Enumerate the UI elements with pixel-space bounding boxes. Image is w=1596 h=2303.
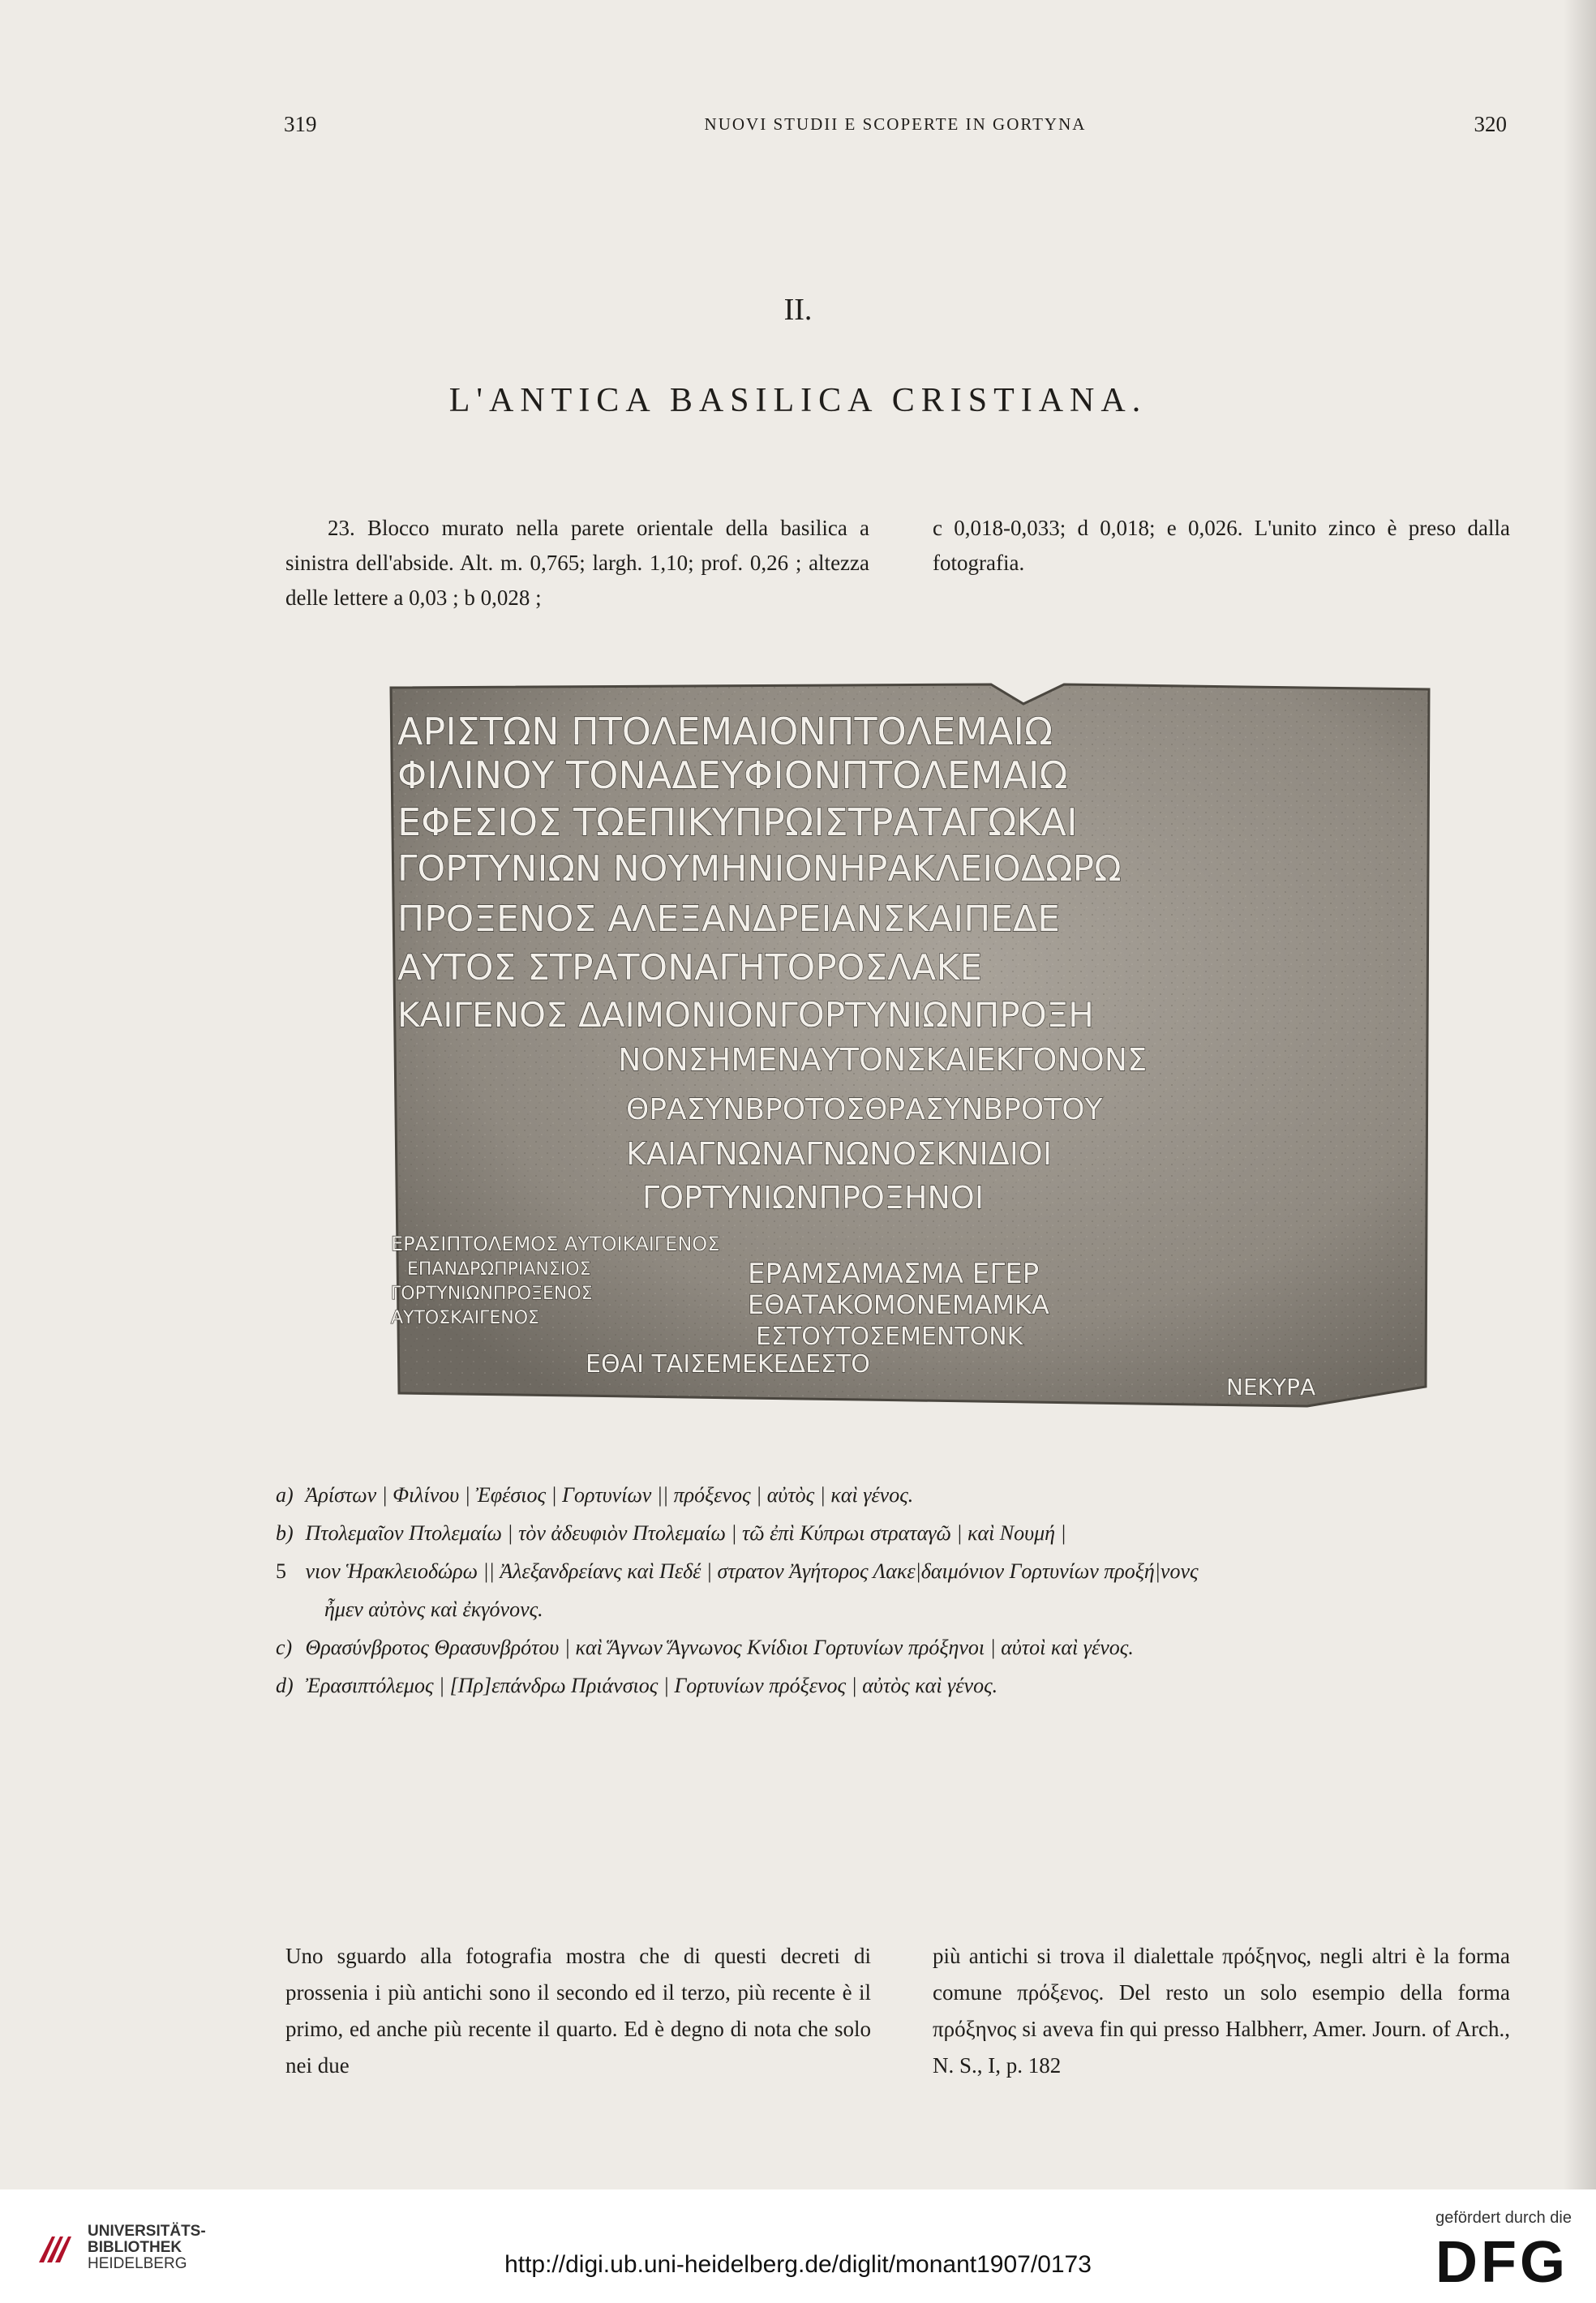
line-label: c) (276, 1636, 293, 1659)
line-number: 5 (276, 1559, 286, 1583)
page-header (284, 112, 1507, 144)
inscription-line: ΕΦΕΣΙΟΣ ΤΩΕΠΙΚΥΠΡΩΙΣΤΡΑΤΑΓΩΚΑΙ (397, 800, 1078, 844)
body-right-text: più antichi si trova il dialettale πρόξηνος, negli altri è la forma comune πρόξενος. Del resto un solo esempio della forma πρόξηνος si aveva fin qui presso Halbherr, Amer. Journ. of Arch., N. S., I, p. 182 (933, 1944, 1510, 2078)
inscription-line: ΘΡΑΣΥΝΒΡΟΤΟΣΘΡΑΣΥΝΒΡΟΤΟΥ (626, 1093, 1103, 1126)
inscription-line: ΑΡΙΣΤΩΝ ΠΤΟΛΕΜΑΙΟΝΠΤΟΛΕΜΑΙΩ (397, 710, 1053, 753)
source-url-link[interactable]: http://digi.ub.uni-heidelberg.de/diglit/monant1907/0173 (504, 2251, 1092, 2278)
digitization-footer (0, 2189, 1596, 2303)
line-label: d) (276, 1674, 294, 1697)
library-name-line: HEIDELBERG (88, 2255, 187, 2272)
caption-right-column (933, 511, 1510, 581)
transliteration-line (276, 1476, 1517, 1514)
inscription-line: ΓΟΡΤΥΝΙΩΝ ΝΟΥΜΗΝΙΟΝΗΡΑΚΛΕΙΟΔΩΡΩ (397, 848, 1122, 890)
line-label: a) (276, 1483, 294, 1507)
inscription-line: ΓΟΡΤΥΝΙΩΝΠΡΟΞΗΝΟΙ (642, 1180, 985, 1216)
inscription-line: ΓΟΡΤΥΝΙΩΝΠΡΟΞΕΝΟΣ (391, 1284, 593, 1304)
inscription-line: ΝΟΝΣΗΜΕΝΑΥΤΟΝΣΚΑΙΕΚΓΟΝΟΝΣ (618, 1042, 1148, 1078)
body-left-text: Uno sguardo alla fotografia mostra che di questi decreti di prossenia i più antichi sono il secondo ed il terzo, più recente è il primo, ed anche più recente il quarto. Ed è degno di nota che solo nei due (285, 1944, 871, 2078)
line-text: Ἀρίστων | Φιλίνου | Ἐφέσιος | Γορτυνίων || πρόξενος | αὐτὸς | καὶ γένος. (305, 1483, 914, 1507)
page-number-right: 320 (1474, 112, 1507, 136)
transliteration-block (276, 1476, 1517, 1705)
body-left-column (285, 1938, 871, 2084)
caption-left-text: 23. Blocco murato nella parete orientale della basilica a sinistra dell'abside. Alt. m. 0,765; largh. 1,10; prof. 0,26 ; altezza delle lettere a 0,03 ; b 0,028 ; (285, 516, 869, 610)
inscription-line: ΕΡΑΣΙΠΤΟΛΕΜΟΣ ΑΥΤΟΙΚΑΙΓΕΝΟΣ (391, 1233, 720, 1255)
line-text: Πτολεμαῖον Πτολεμαίω | τὸν ἀδευφιὸν Πτολεμαίω | τῶ ἐπὶ Κύπρωι στραταγῶ | καὶ Νουμή | (305, 1521, 1066, 1545)
section-title: L'ANTICA BASILICA CRISTIANA. (448, 382, 1148, 419)
transliteration-line (276, 1552, 1517, 1590)
inscription-line: ΕΣΤΟΥΤΟΣΕΜΕΝΤΟΝΚ (756, 1323, 1023, 1351)
page-number-left: 319 (284, 112, 317, 136)
inscription-line: ΚΑΙΓΕΝΟΣ ΔΑΙΜΟΝΙΟΝΓΟΡΤΥΝΙΩΝΠΡΟΞΗ (397, 995, 1094, 1035)
inscription-line: ΕΡΑΜΣΑΜΑΣΜΑ ΕΓΕΡ (748, 1258, 1040, 1290)
line-text: νιον Ἡρακλειοδώρω || Ἀλεξανδρείανς καὶ Πεδέ | στρατον Ἀγήτορος Λακε|δαιμόνιον Γορτυνίων προξή|νονς (305, 1559, 1199, 1583)
line-label: b) (276, 1521, 294, 1545)
inscription-line: ΕΘΑΤΑΚΟΜΟΝΕΜΑΜΚΑ (748, 1289, 1049, 1320)
running-title: NUOVI STUDII E SCOPERTE IN GORTYNA (704, 114, 1087, 134)
caption-right-text: c 0,018-0,033; d 0,018; e 0,026. L'unito zinco è preso dalla fotografia. (933, 516, 1510, 575)
body-right-column (933, 1938, 1510, 2084)
dfg-logo: DFG (1435, 2230, 1568, 2295)
inscription-line: ΠΡΟΞΕΝΟΣ ΑΛΕΞΑΝΔΡΕΙΑΝΣΚΑΙΠΕΔΕ (397, 898, 1060, 940)
inscription-line: ΚΑΙΑΓΝΩΝΑΓΝΩΝΟΣΚΝΙΔΙΟΙ (626, 1136, 1053, 1172)
line-text: ἦμεν αὐτὸνς καὶ ἐκγόνονς. (324, 1598, 543, 1621)
funding-note: gefördert durch die (1435, 2209, 1572, 2227)
library-name-line: UNIVERSITÄTS- (88, 2223, 206, 2240)
inscription-line: ΝΕΚΥΡΑ (1226, 1374, 1316, 1400)
inscription-line: ΕΠΑΝΔΡΩΠΡΙΑΝΣΙΟΣ (407, 1259, 591, 1280)
library-name-line: BIBLIOTHEK (88, 2239, 182, 2256)
transliteration-line (276, 1514, 1517, 1552)
inscription-line: ΦΙΛΙΝΟΥ ΤΟΝΑΔΕΥΦΙΟΝΠΤΟΛΕΜΑΙΩ (397, 753, 1068, 797)
caption-left-column (285, 511, 869, 615)
transliteration-line (276, 1628, 1517, 1666)
inscription-stone (375, 673, 1435, 1411)
section-number: II. (783, 293, 813, 327)
inscription-photo (375, 673, 1435, 1411)
line-text: Ἐρασιπτόλεμος | [Πρ]επάνδρω Πριάνσιος | Γορτυνίων πρόξενος | αὐτὸς καὶ γένος. (305, 1674, 998, 1697)
inscription-line: ΑΥΤΟΣΚΑΙΓΕΝΟΣ (391, 1308, 539, 1328)
inscription-line: ΑΥΤΟΣ ΣΤΡΑΤΟΝΑΓΗΤΟΡΟΣΛΑΚΕ (397, 947, 983, 989)
transliteration-line (276, 1590, 1517, 1628)
transliteration-line (276, 1666, 1517, 1705)
inscription-line: ΕΘΑΙ ΤΑΙΣΕΜΕΚΕΔΕΣΤΟ (586, 1350, 870, 1379)
line-text: Θρασύνβροτος Θρασυνβρότου | καὶ Ἅγνων Ἅγνωνος Κνίδιοι Γορτυνίων πρόξηνοι | αὐτοὶ καὶ γένος. (305, 1636, 1134, 1659)
